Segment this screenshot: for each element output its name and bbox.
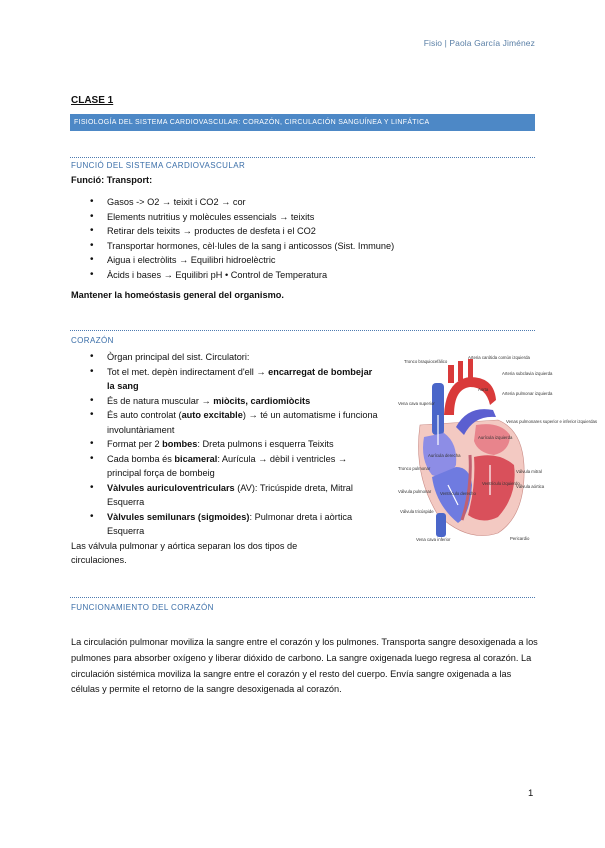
list-item: • Tot el met. depèn indirectament d'ell → encarregat de bombejar la sang xyxy=(86,365,378,394)
section-title-funcio: FUNCIÓ DEL SISTEMA CARDIOVASCULAR xyxy=(71,161,246,170)
list-item: • Format per 2 bombes: Dreta pulmons i esquerra Teixits xyxy=(86,437,378,452)
label-vena-cava-superior: Vena cava superior xyxy=(398,401,435,406)
section-title-corazon: CORAZÓN xyxy=(71,336,114,345)
label-auricula-derecha: Aurícula derecha xyxy=(428,453,461,458)
section-divider xyxy=(70,597,535,598)
label-venas-pulmonares: Venas pulmonares superior e inferior izquierdas xyxy=(506,419,598,424)
list-item: • És de natura muscular → miòcits, cardiomiòcits xyxy=(86,394,378,409)
label-valvula-pulmonar: Válvula pulmonar xyxy=(398,489,432,494)
label-valvula-tricuspide: Válvula tricúspide xyxy=(400,509,434,514)
label-tronco-braquiocefalico: Tronco braquiocefálico xyxy=(404,359,448,364)
label-subclavia: Arteria subclavia izquierda xyxy=(502,371,553,376)
vena-cava-inferior-shape xyxy=(436,513,446,537)
list-item: • Vàlvules semilunars (sigmoides): Pulmonar dreta i aòrtica Esquerra xyxy=(86,510,378,539)
heart-list xyxy=(86,350,378,539)
page-number: 1 xyxy=(528,788,534,799)
section-conclusion: Mantener la homeóstasis general del organismo. xyxy=(71,290,284,300)
list-item: • Gasos -> O2 → teixit i CO2 → cor xyxy=(86,195,536,210)
list-item: • És auto controlat (auto excitable) → té un automatisme i funciona involuntàriament xyxy=(86,408,378,437)
section-subtitle: Funció: Transport: xyxy=(71,175,153,185)
transport-list xyxy=(86,195,536,282)
section-paragraph: La circulación pulmonar moviliza la sangre entre el corazón y los pulmones. Transporta sangre desoxigenada a los pulmones para absorber oxígeno y liberar dióxido de carbono. La sangre oxigenada luego regresa al corazón. La circulación sistémica moviliza la sangre entre el corazón y el resto del cuerpo. Envía sangre oxigenada a las células y permite el retorno de la sangre desoxigenada al corazón. xyxy=(71,637,538,695)
carotid-shape xyxy=(458,361,463,381)
list-item: • Elements nutritius y molècules essencials → teixits xyxy=(86,210,536,225)
list-item: • Cada bomba és bicameral: Aurícula → dèbil i ventricles → principal força de bombeig xyxy=(86,452,378,481)
list-item: • Òrgan principal del sist. Circulatori: xyxy=(86,350,378,365)
list-item: • Retirar dels teixits → productes de desfeta i el CO2 xyxy=(86,224,536,239)
label-arteria-pulmonar: Arteria pulmonar izquierda xyxy=(502,391,553,396)
brachiocephalic-shape xyxy=(448,365,454,383)
label-ventriculo-derecho: Ventrículo derecho xyxy=(440,491,476,496)
list-item: • Àcids i bases → Equilibri pH • Control de Temperatura xyxy=(86,268,536,283)
label-tronco-pulmonar: Tronco pulmonar xyxy=(398,466,431,471)
list-item: • Transportar hormones, cèl·lules de la sang i anticossos (Sist. Immune) xyxy=(86,239,536,254)
label-valvula-aortica: Válvula aórtica xyxy=(516,484,545,489)
label-aorta: Aorta xyxy=(478,387,489,392)
label-auricula-izquierda: Aurícula izquierda xyxy=(478,435,513,440)
list-item: • Aigua i electròlits → Equilibri hidroelèctric xyxy=(86,253,536,268)
class-title: CLASE 1 xyxy=(71,95,114,106)
heart-diagram xyxy=(398,355,598,545)
list-item: • Vàlvules auriculoventriculars (AV): Tricúspide dreta, Mitral Esquerra xyxy=(86,481,378,510)
label-ventriculo-izquierdo: Ventrículo izquierdo xyxy=(482,481,520,486)
label-pericardio: Pericardio xyxy=(510,536,530,541)
label-carotida: Arteria carótida común izquierda xyxy=(468,355,530,360)
topic-banner: FISIOLOGÍA DEL SISTEMA CARDIOVASCULAR: CORAZÓN, CIRCULACIÓN SANGUÍNEA Y LINFÁTICA xyxy=(70,114,535,131)
section-title-funcionamiento: FUNCIONAMIENTO DEL CORAZÓN xyxy=(71,603,214,612)
section-divider xyxy=(70,157,535,158)
label-valvula-mitral: Válvula mitral xyxy=(516,469,542,474)
section-divider xyxy=(70,330,535,331)
subclavian-shape xyxy=(468,359,473,379)
label-vena-cava-inferior: Vena cava inferior xyxy=(416,537,451,542)
section-conclusion: Las válvula pulmonar y aórtica separan los dos tipos de circulaciones. xyxy=(71,541,298,566)
page-header: Fisio | Paola García Jiménez xyxy=(423,38,535,48)
